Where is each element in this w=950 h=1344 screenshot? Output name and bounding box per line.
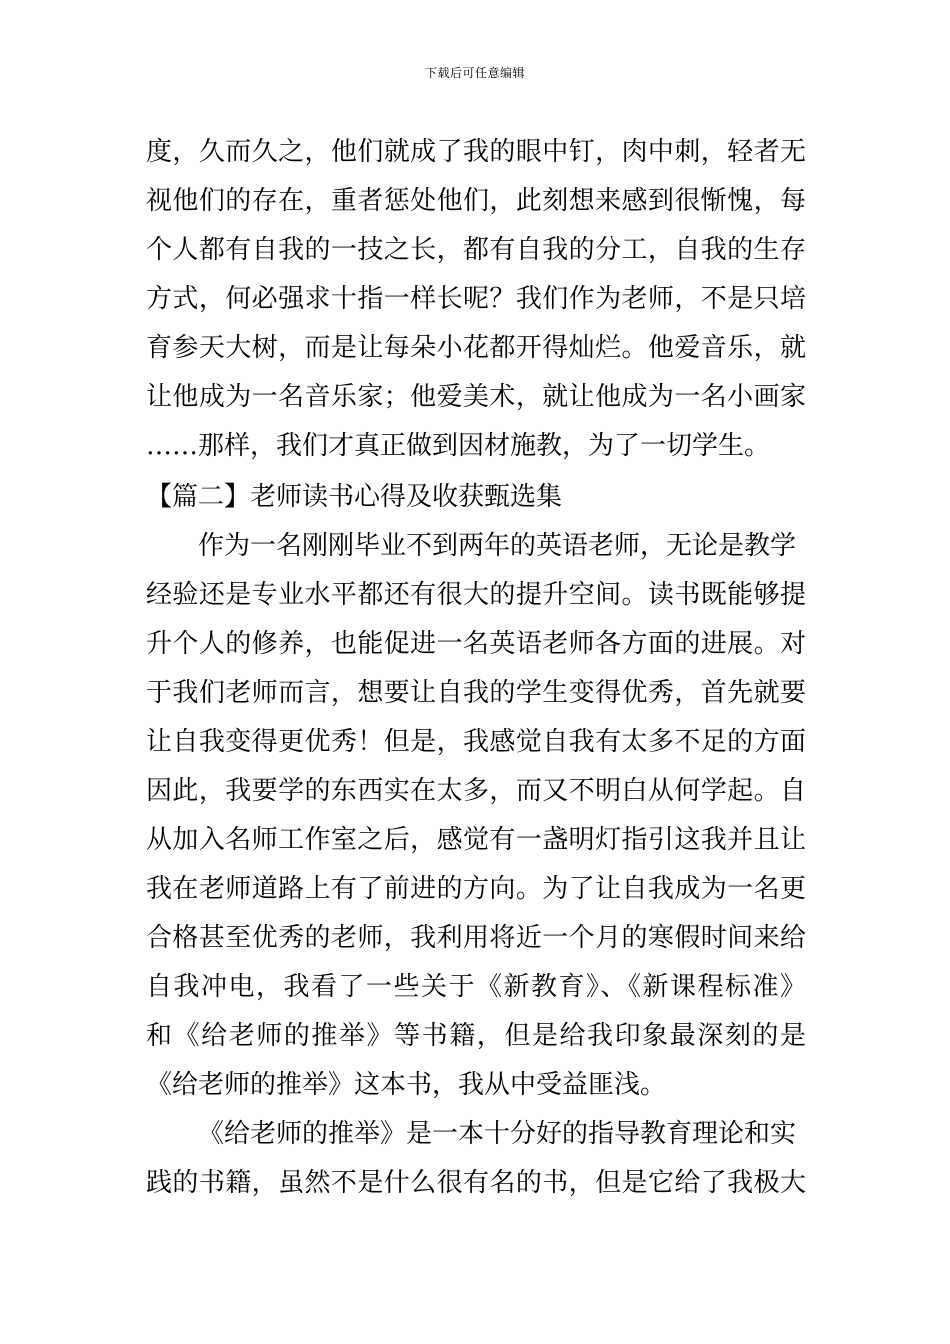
section-heading: 【篇二】老师读书心得及收获甄选集 [146,482,563,512]
paragraph-first-line: 作为一名刚刚毕业不到两年的英语老师，无论是教学 [198,531,797,561]
text-line: 让自我变得更优秀！但是，我感觉自我有太多不足的方面 [146,727,806,757]
text-line: 让他成为一名音乐家；他爱美术，就让他成为一名小画家 [146,382,806,412]
text-line: 视他们的存在，重者惩处他们，此刻想来感到很惭愧，每 [146,186,806,216]
text-line: 于我们老师而言，想要让自我的学生变得优秀，首先就要 [146,678,806,708]
text-line: 方式，何必强求十指一样长呢？我们作为老师，不是只培 [146,284,806,314]
text-line: 个人都有自我的一技之长，都有自我的分工，自我的生存 [146,235,806,265]
text-line: 度，久而久之，他们就成了我的眼中钉，肉中刺，轻者无 [146,137,806,167]
text-line: 《给老师的推举》这本书，我从中受益匪浅。 [146,1070,667,1100]
text-line: 因此，我要学的东西实在太多，而又不明白从何学起。自 [146,776,806,806]
text-line: 践的书籍，虽然不是什么很有名的书，但是它给了我极大 [146,1168,806,1198]
page-header: 下载后可任意编辑 [424,66,525,80]
text-line: 合格甚至优秀的老师，我利用将近一个月的寒假时间来给 [146,923,806,953]
text-line: 和《给老师的推举》等书籍，但是给我印象最深刻的是 [146,1021,806,1051]
text-line: 我在老师道路上有了前进的方向。为了让自我成为一名更 [146,874,806,904]
text-line: ……那样，我们才真正做到因材施教，为了一切学生。 [146,431,771,461]
text-line: 经验还是专业水平都还有很大的提升空间。读书既能够提 [146,580,806,610]
paragraph-first-line: 《给老师的推举》是一本十分好的指导教育理论和实 [198,1119,797,1149]
text-line: 从加入名师工作室之后，感觉有一盏明灯指引这我并且让 [146,825,806,855]
document-body [146,128,806,1208]
text-line: 自我冲电，我看了一些关于《新教育》、《新课程标准》 [146,972,806,1002]
text-line: 升个人的修养，也能促进一名英语老师各方面的进展。对 [146,629,806,659]
text-line: 育参天大树，而是让每朵小花都开得灿烂。他爱音乐，就 [146,333,806,363]
